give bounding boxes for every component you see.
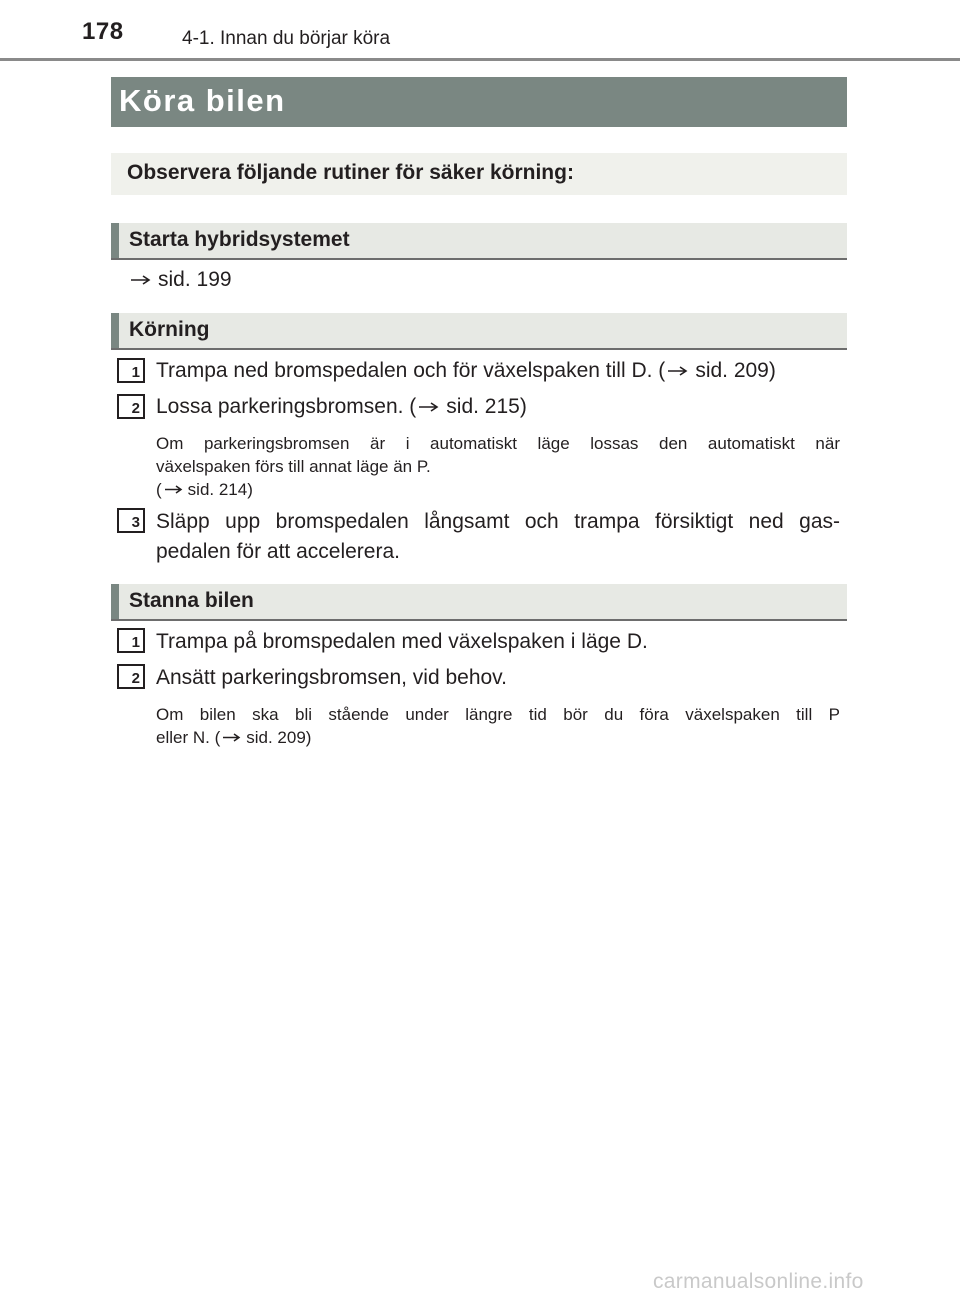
section-heading-label: Körning [129,318,210,341]
note-line [156,726,840,749]
step-number-badge [117,358,145,383]
step-text [156,392,840,422]
page-number: 178 [82,18,124,45]
right-arrow-icon [667,356,689,386]
note-line-text: eller N. ( [156,728,221,747]
note-line: växelspaken förs till annat läge än P. [156,457,431,476]
note-line: Om parkeringsbromsen är i automatiskt läge lossas den automatiskt när [156,434,840,453]
step-text: Trampa på bromspedalen med växelspaken i läge D. [156,630,648,653]
right-arrow-icon [222,726,242,749]
reference-link[interactable]: sid. 215) [446,395,527,418]
section-heading-driving [111,313,847,350]
section-heading-label: Stanna bilen [129,589,254,612]
right-arrow-icon [164,478,184,501]
page-title: Köra bilen [119,83,286,118]
start-reference [130,268,232,292]
header-rule [0,58,960,61]
right-arrow-icon [418,392,440,422]
step-number: 2 [131,670,140,687]
section-heading-start [111,223,847,260]
note-text [156,432,840,501]
watermark: carmanualsonline.info [653,1270,864,1293]
running-head: 4-1. Innan du börjar köra [182,28,391,49]
step-text-line: pedalen för att accelerera. [156,540,400,563]
note-text [156,703,840,749]
step-number: 2 [131,400,140,417]
step-number: 1 [131,634,140,651]
reference-link[interactable]: sid. 214) [187,480,253,499]
note-line [156,478,840,501]
step-number-badge [117,664,145,689]
step-number-badge [117,628,145,653]
step-text-body: Lossa parkeringsbromsen. ( [156,395,417,418]
step-number: 1 [131,364,140,381]
step-number-badge [117,394,145,419]
section-heading-label: Starta hybridsystemet [129,228,350,251]
step-text [156,356,840,386]
reference-link[interactable]: sid. 209) [246,728,312,747]
right-arrow-icon [130,268,152,292]
step-text [156,507,840,567]
step-text: Ansätt parkeringsbromsen, vid behov. [156,666,507,689]
intro-text: Observera följande rutiner för säker körning: [127,161,574,184]
step-number: 3 [131,514,140,531]
note-line-text: ( [156,480,162,499]
step-text-body: Trampa ned bromspedalen och för växelspaken till D. ( [156,359,666,382]
reference-link[interactable]: sid. 209) [695,359,776,382]
step-number-badge [117,508,145,533]
intro-box [111,153,847,195]
note-line: Om bilen ska bli stående under längre tid bör du föra växelspaken till P [156,705,840,724]
step-text-line: Släpp upp bromspedalen långsamt och trampa försiktigt ned gas- [156,510,840,533]
section-heading-stop [111,584,847,621]
reference-link[interactable]: sid. 199 [158,268,232,291]
page-title-bar [111,77,847,127]
